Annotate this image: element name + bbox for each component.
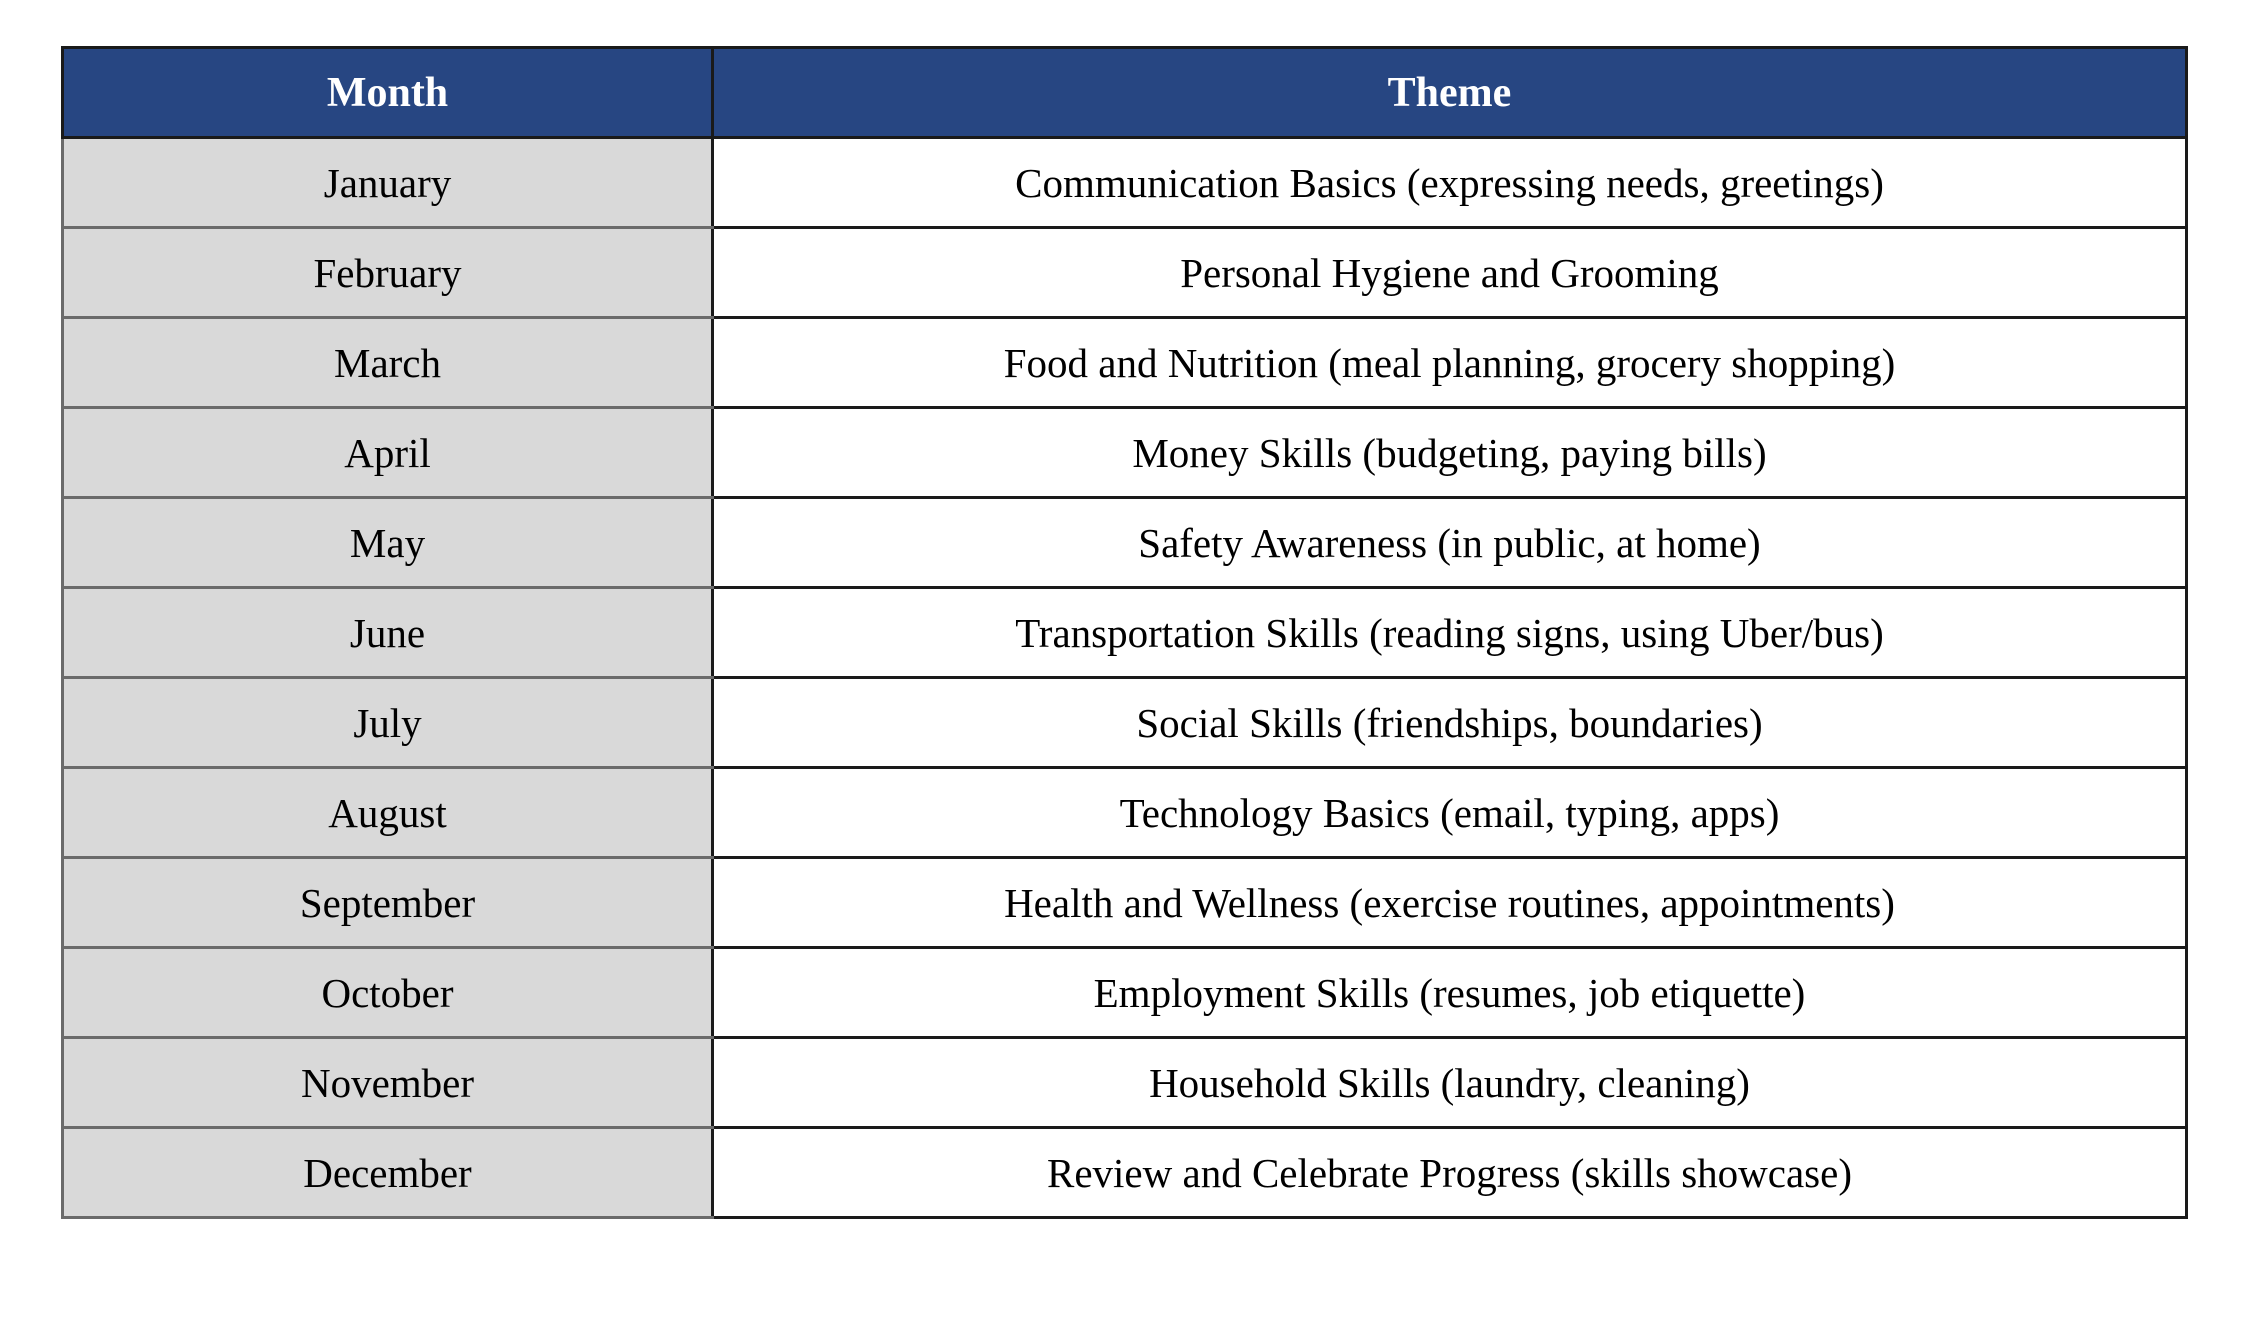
table-row — [63, 768, 2187, 858]
theme-cell: Employment Skills (resumes, job etiquette) — [713, 948, 2187, 1038]
month-cell: October — [63, 948, 713, 1038]
table-body — [63, 138, 2187, 1218]
month-cell: June — [63, 588, 713, 678]
theme-cell: Health and Wellness (exercise routines, appointments) — [713, 858, 2187, 948]
month-cell: August — [63, 768, 713, 858]
table-header — [63, 48, 2187, 138]
theme-cell: Transportation Skills (reading signs, using Uber/bus) — [713, 588, 2187, 678]
theme-cell: Review and Celebrate Progress (skills showcase) — [713, 1128, 2187, 1218]
table-row — [63, 1038, 2187, 1128]
theme-cell: Communication Basics (expressing needs, greetings) — [713, 138, 2187, 228]
theme-cell: Technology Basics (email, typing, apps) — [713, 768, 2187, 858]
theme-column-header: Theme — [713, 48, 2187, 138]
monthly-theme-table — [61, 46, 2188, 1219]
month-cell: November — [63, 1038, 713, 1128]
table-row — [63, 588, 2187, 678]
table-row — [63, 318, 2187, 408]
month-column-header: Month — [63, 48, 713, 138]
month-cell: January — [63, 138, 713, 228]
month-cell: July — [63, 678, 713, 768]
table-row — [63, 678, 2187, 768]
month-cell: September — [63, 858, 713, 948]
month-cell: May — [63, 498, 713, 588]
theme-cell: Safety Awareness (in public, at home) — [713, 498, 2187, 588]
theme-cell: Money Skills (budgeting, paying bills) — [713, 408, 2187, 498]
table-row — [63, 408, 2187, 498]
theme-cell: Food and Nutrition (meal planning, grocery shopping) — [713, 318, 2187, 408]
table-row — [63, 858, 2187, 948]
table-row — [63, 948, 2187, 1038]
header-row — [63, 48, 2187, 138]
table-row — [63, 498, 2187, 588]
table-row — [63, 1128, 2187, 1218]
month-cell: December — [63, 1128, 713, 1218]
theme-cell: Personal Hygiene and Grooming — [713, 228, 2187, 318]
table-row — [63, 138, 2187, 228]
month-cell: March — [63, 318, 713, 408]
table-row — [63, 228, 2187, 318]
month-cell: February — [63, 228, 713, 318]
theme-cell: Household Skills (laundry, cleaning) — [713, 1038, 2187, 1128]
month-cell: April — [63, 408, 713, 498]
theme-cell: Social Skills (friendships, boundaries) — [713, 678, 2187, 768]
